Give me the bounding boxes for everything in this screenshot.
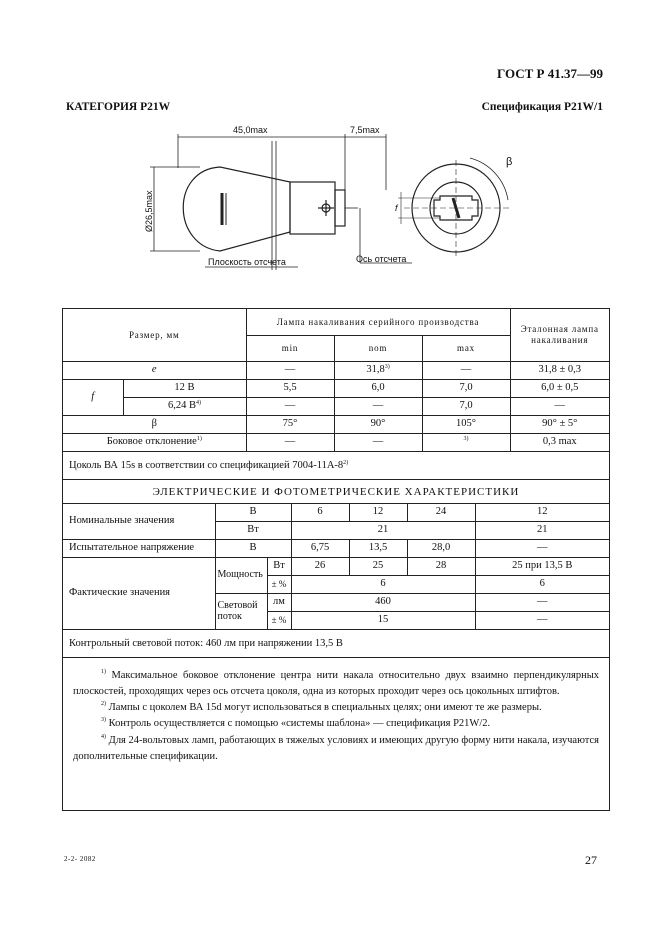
actual-values-label: Фактические значения <box>63 557 215 629</box>
test-voltage-label: Испытательное напряжение <box>63 539 215 557</box>
bulb-end-view <box>398 156 513 256</box>
dim-cap: 7,5max <box>350 125 380 135</box>
production-header: Лампа накаливания серийного производства <box>246 309 510 335</box>
footnote: $^{2)}$ Лампы с цоколем ВА 15d могут использоваться в специальных целях; они имеют те же размеры. <box>101 701 542 714</box>
specification-title: Спецификация P21W/1 <box>481 101 603 113</box>
lamp-category: КАТЕГОРИЯ P21W <box>66 101 171 113</box>
footnotes <box>63 658 609 774</box>
electrical-table: Номинальные значения В 6 12 24 12 Вт 21 21 Испытательное напряжение В 6,75 13,5 28,0 — Фактические значения Мощность Вт 26 25 28 25 при 13,5 В ± % 6 6 Световой поток лм 460 — ± % 15 — <box>63 504 609 630</box>
specification-box <box>62 308 610 811</box>
col-min: min <box>246 335 334 361</box>
col-max: max <box>422 335 510 361</box>
row-beta: β 75° 90° 105° 90° ± 5° <box>63 415 609 433</box>
dimensions-table <box>63 309 609 452</box>
electrical-title: ЭЛЕКТРИЧЕСКИЕ И ФОТОМЕТРИЧЕСКИЕ ХАРАКТЕРИСТИКИ <box>63 480 609 504</box>
cap-line: Цоколь ВА 15s в соответствии со спецификацией 7004-11А-8$^{2)}$ <box>63 452 609 480</box>
lamp-drawing <box>0 0 661 300</box>
label-reference-plane: Плоскость отсчета <box>208 257 286 267</box>
dimension-lines <box>150 134 412 270</box>
reference-header: Эталонная лампа накаливания <box>510 309 609 361</box>
page-number: 27 <box>585 853 597 867</box>
standard-number: ГОСТ Р 41.37—99 <box>497 66 603 81</box>
nominal-label: Номинальные значения <box>63 504 215 540</box>
row-e: e — 31,8$^{3)}$ — 31,8 ± 0,3 <box>63 361 609 379</box>
size-header: Размер, мм <box>63 309 246 361</box>
row-f-624v: 6,24 $В^{4)}$ — — 7,0 — <box>63 397 609 415</box>
label-reference-axis: Ось отсчета <box>356 254 407 264</box>
label-beta: β <box>506 156 513 168</box>
control-flux: Контрольный световой поток: 460 лм при напряжении 13,5 В <box>63 630 609 658</box>
footnote: $^{1)}$ Максимальное боковое отклонение центра нити накала относительно двух взаимно перпендикулярных плоскостей, проходящих через ось отсчета цоколя, одна из которых проходит через ось цокольных штифтов. <box>73 668 600 697</box>
row-f-12v: f 12 В 5,5 6,0 7,0 6,0 ± 0,5 <box>63 379 609 397</box>
row-side-deviation: Боковое отклонение$^{1)}$ — — $^{3)}$ 0,3 max <box>63 433 609 451</box>
print-code: 2-2- 2082 <box>64 855 96 863</box>
footnote: $^{4)}$ Для 24-вольтовых ламп, работающих в тяжелых условиях и имеющих другую форму нити накала, изучаются дополнительные спецификации. <box>73 733 600 762</box>
col-nom: nom <box>334 335 422 361</box>
footnote: $^{3)}$ Контроль осуществляется с помощью «системы шаблона» — спецификация P21W/2. <box>101 717 491 730</box>
bulb-side-view <box>183 167 358 251</box>
dim-diameter: Ø26,5max <box>144 190 154 232</box>
label-f: f <box>395 203 398 213</box>
dim-length: 45,0max <box>233 125 268 135</box>
